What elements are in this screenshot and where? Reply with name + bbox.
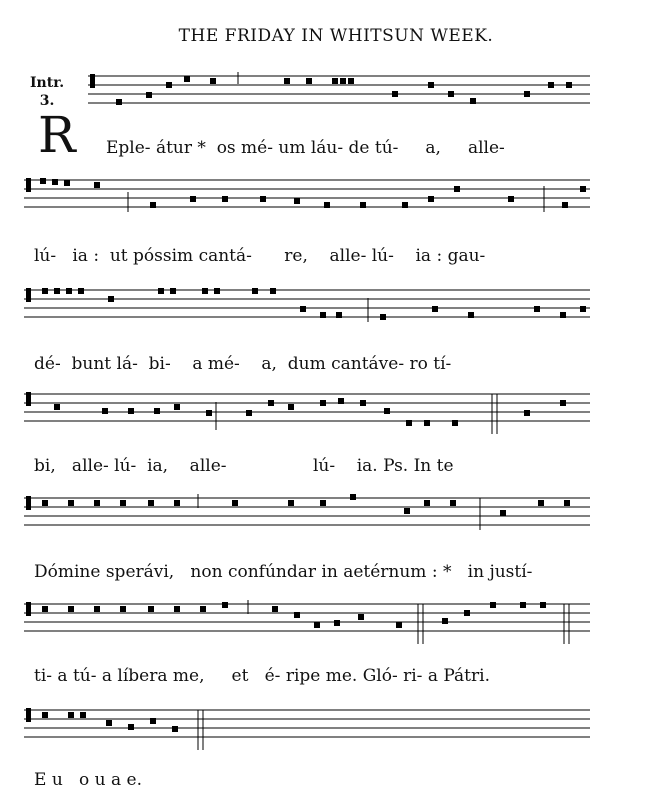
staff-2-notation bbox=[24, 176, 590, 212]
staff-4-notation bbox=[24, 390, 590, 434]
staff-4 bbox=[24, 390, 590, 426]
staff-5-notation bbox=[24, 494, 590, 530]
lyric-line-2: lú- ia : ut póssim cantá- re, alle- lú- ia : gau- bbox=[34, 246, 486, 266]
lyric-line-3: dé- bunt lá- bi- a mé- a, dum cantáve- ro tí- bbox=[34, 354, 452, 374]
intro-label: Intr. bbox=[30, 75, 65, 91]
lyric-line-4: bi, alle- lú- ia, alle- lú- ia. Ps. In te bbox=[34, 456, 454, 476]
intro-marker bbox=[30, 74, 64, 110]
lyric-line-7: E u o u a e. bbox=[34, 770, 142, 790]
staff-6-notation bbox=[24, 600, 590, 644]
lyric-line-6: ti- a tú- a líbera me, et é- ripe me. Gló- ri- a Pátri. bbox=[34, 666, 490, 686]
staff-6 bbox=[24, 600, 590, 636]
staff-7 bbox=[24, 706, 590, 742]
drop-cap: R bbox=[38, 106, 76, 164]
staff-1-notation bbox=[88, 72, 590, 108]
staff-3 bbox=[24, 286, 590, 322]
staff-7-notation bbox=[24, 706, 590, 750]
page-title: THE FRIDAY IN WHITSUN WEEK. bbox=[178, 26, 494, 46]
intro-number: 3. bbox=[39, 93, 55, 109]
lyric-line-5: Dómine sperávi, non confúndar in aetérnum : * in justí- bbox=[34, 562, 533, 582]
staff-3-notation bbox=[24, 286, 590, 322]
lyric-line-1: Eple- átur * os mé- um láu- de tú- a, alle- bbox=[106, 138, 505, 158]
staff-5 bbox=[24, 494, 590, 530]
staff-1 bbox=[88, 72, 590, 108]
staff-2 bbox=[24, 176, 590, 212]
